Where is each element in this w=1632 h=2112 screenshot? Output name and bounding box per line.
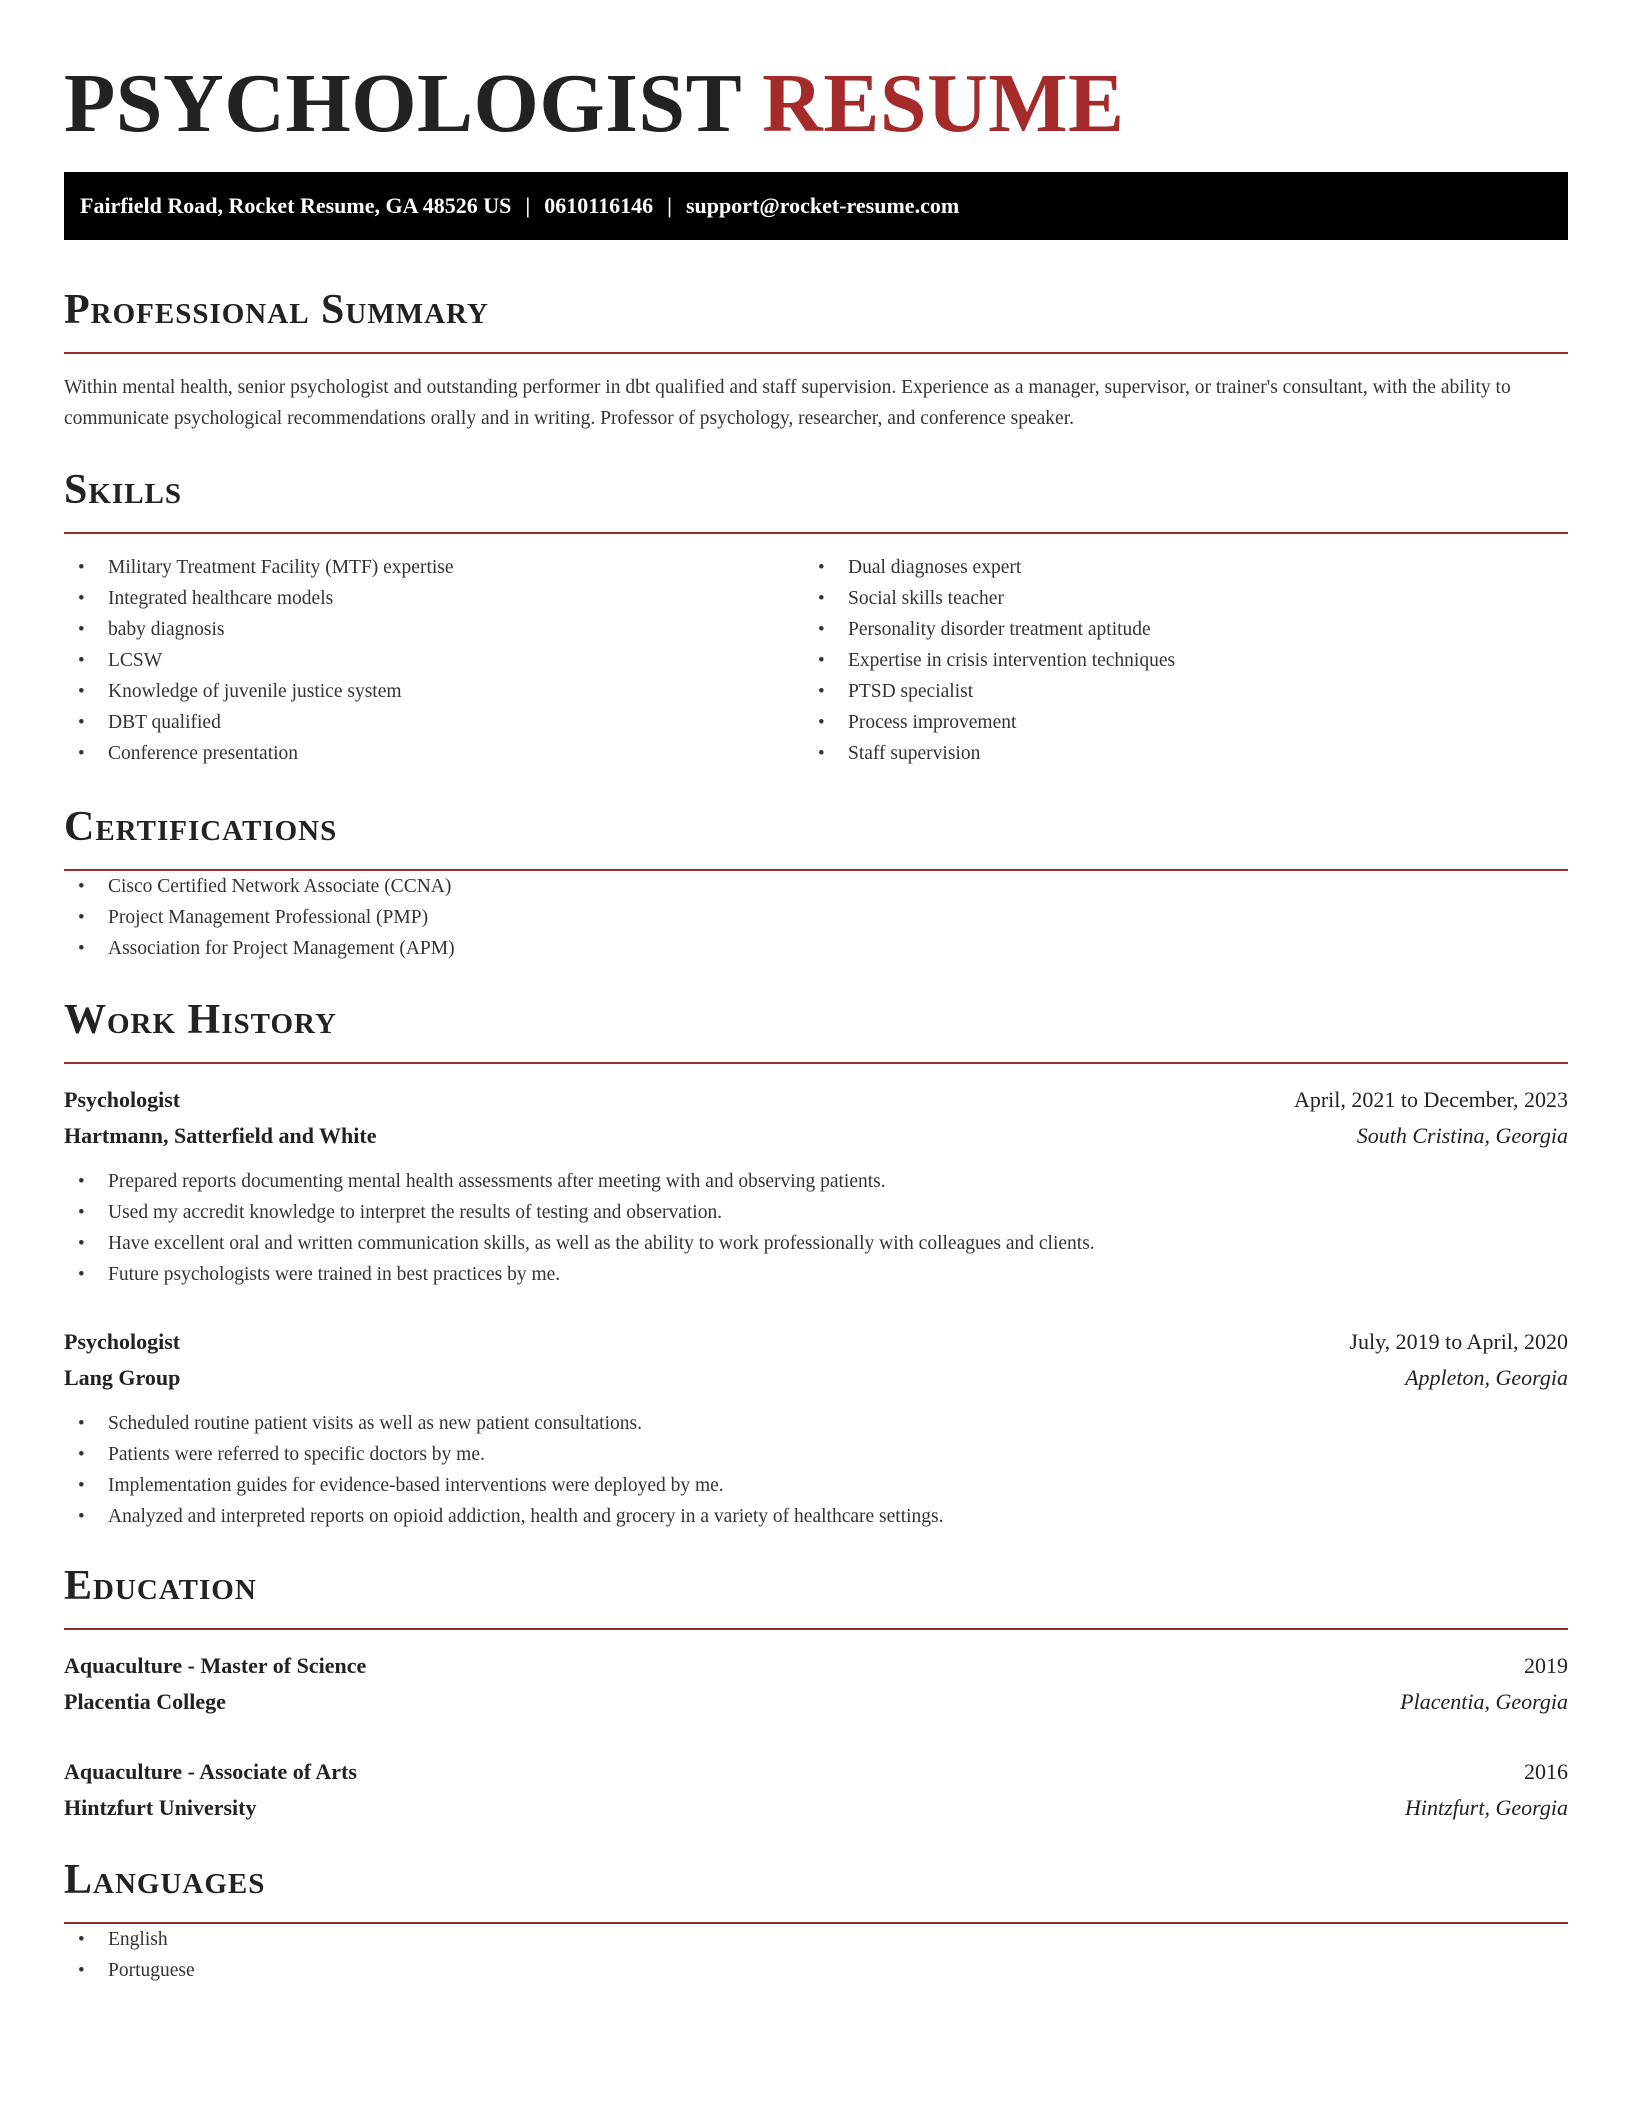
skill-label: Integrated healthcare models <box>108 588 334 609</box>
bullet-icon: • <box>818 650 825 671</box>
bullet-icon: • <box>818 681 825 702</box>
school-name: Hintzfurt University <box>64 1795 257 1820</box>
skill-item <box>804 676 1544 707</box>
bullet-icon: • <box>78 619 85 640</box>
certification-label: Project Management Professional (PMP) <box>108 907 429 928</box>
bullet-icon: • <box>78 743 85 764</box>
job-dates: April, 2021 to December, 2023 <box>1293 1087 1568 1112</box>
language-item <box>64 1955 1568 1986</box>
skills-grid <box>64 552 1568 769</box>
skill-label: baby diagnosis <box>108 619 225 640</box>
skill-label: DBT qualified <box>108 712 221 733</box>
school-row <box>64 1790 1568 1826</box>
degree-year: 2016 <box>1524 1759 1568 1784</box>
languages-section <box>64 1854 1568 1986</box>
skill-item <box>64 614 804 645</box>
job-bullet-item <box>64 1501 1568 1532</box>
job-bullet-item <box>64 1439 1568 1470</box>
skills-list-right <box>804 552 1544 769</box>
job-location: South Cristina, Georgia <box>1356 1123 1568 1148</box>
job-location: Appleton, Georgia <box>1405 1365 1568 1390</box>
bullet-icon: • <box>818 619 825 640</box>
job-bullets <box>64 1166 1568 1290</box>
bullet-icon: • <box>78 1202 85 1223</box>
certifications-section <box>64 801 1568 964</box>
bullet-icon: • <box>78 907 85 928</box>
skill-item <box>64 676 804 707</box>
skill-label: Knowledge of juvenile justice system <box>108 681 402 702</box>
school-row <box>64 1684 1568 1720</box>
degree-year: 2019 <box>1524 1653 1568 1678</box>
resume-page <box>64 0 1568 1986</box>
contact-separator: | <box>667 193 672 218</box>
bullet-icon: • <box>78 1506 85 1527</box>
skill-item <box>804 645 1544 676</box>
section-heading-education: Education <box>64 1560 1568 1630</box>
skill-item <box>64 552 804 583</box>
bullet-icon: • <box>78 1444 85 1465</box>
job-entry <box>64 1324 1568 1532</box>
skill-label: LCSW <box>108 650 163 671</box>
job-title: Psychologist <box>64 1087 181 1112</box>
job-bullet-text: Used my accredit knowledge to interpret the results of testing and observation. <box>108 1202 723 1223</box>
skill-item <box>804 552 1544 583</box>
job-company-row <box>64 1360 1568 1396</box>
bullet-icon: • <box>78 1960 85 1981</box>
bullet-icon: • <box>78 938 85 959</box>
certification-item <box>64 902 1568 933</box>
skill-label: Dual diagnoses expert <box>848 557 1022 578</box>
certification-label: Association for Project Management (APM) <box>108 938 455 959</box>
job-bullet-item <box>64 1197 1568 1228</box>
title-psychologist: PSYCHOLOGIST <box>64 57 741 150</box>
certification-label: Cisco Certified Network Associate (CCNA) <box>108 876 452 897</box>
skill-label: Conference presentation <box>108 743 299 764</box>
education-entry <box>64 1754 1568 1826</box>
job-bullet-item <box>64 1166 1568 1197</box>
skill-item <box>804 614 1544 645</box>
education-entry <box>64 1648 1568 1720</box>
skill-item <box>64 738 804 769</box>
job-bullet-text: Implementation guides for evidence-based interventions were deployed by me. <box>108 1475 724 1496</box>
skill-item <box>804 707 1544 738</box>
education-section <box>64 1560 1568 1826</box>
bullet-icon: • <box>78 1475 85 1496</box>
job-bullets <box>64 1408 1568 1532</box>
title-resume: RESUME <box>762 57 1125 150</box>
job-bullet-text: Future psychologists were trained in best practices by me. <box>108 1264 561 1285</box>
professional-summary-section <box>64 284 1568 434</box>
job-bullet-text: Scheduled routine patient visits as well as new patient consultations. <box>108 1413 642 1434</box>
skills-list-left <box>64 552 804 769</box>
school-name: Placentia College <box>64 1689 226 1714</box>
job-title-row <box>64 1082 1568 1118</box>
language-item <box>64 1924 1568 1955</box>
skill-label: Social skills teacher <box>848 588 1004 609</box>
job-company: Hartmann, Satterfield and White <box>64 1123 377 1148</box>
bullet-icon: • <box>78 1233 85 1254</box>
school-location: Hintzfurt, Georgia <box>1405 1795 1568 1820</box>
bullet-icon: • <box>78 1929 85 1950</box>
certifications-list <box>64 871 1568 964</box>
section-heading-skills: Skills <box>64 464 1568 534</box>
section-heading-summary: Professional Summary <box>64 284 1568 354</box>
summary-text: Within mental health, senior psychologist and outstanding performer in dbt qualified and staff supervision. Experience as a manager, supervisor, or trainer's consultant, with the ability to communicate psychological recommendations orally and in writing. Professor of psychology, researcher, and conference speaker. <box>64 377 1511 429</box>
school-location: Placentia, Georgia <box>1400 1689 1568 1714</box>
skill-label: PTSD specialist <box>848 681 974 702</box>
bullet-icon: • <box>78 557 85 578</box>
section-heading-languages: Languages <box>64 1854 1568 1924</box>
degree-row <box>64 1648 1568 1684</box>
bullet-icon: • <box>818 588 825 609</box>
job-bullet-item <box>64 1470 1568 1501</box>
contact-phone: 0610116146 <box>544 193 654 218</box>
job-company: Lang Group <box>64 1365 181 1390</box>
bullet-icon: • <box>818 743 825 764</box>
contact-email: support@rocket-resume.com <box>685 193 960 218</box>
bullet-icon: • <box>78 681 85 702</box>
languages-list <box>64 1924 1568 1986</box>
bullet-icon: • <box>78 1413 85 1434</box>
contact-bar <box>64 172 1568 240</box>
job-bullet-item <box>64 1408 1568 1439</box>
bullet-icon: • <box>78 1264 85 1285</box>
bullet-icon: • <box>78 876 85 897</box>
skill-item <box>804 738 1544 769</box>
job-title: Psychologist <box>64 1329 181 1354</box>
degree-name: Aquaculture - Master of Science <box>64 1653 367 1678</box>
skill-item <box>804 583 1544 614</box>
bullet-icon: • <box>818 557 825 578</box>
bullet-icon: • <box>818 712 825 733</box>
skill-label: Process improvement <box>848 712 1017 733</box>
contact-address: Fairfield Road, Rocket Resume, GA 48526 US <box>80 193 512 218</box>
job-entry <box>64 1082 1568 1290</box>
bullet-icon: • <box>78 650 85 671</box>
job-bullet-item <box>64 1228 1568 1259</box>
job-bullet-text: Analyzed and interpreted reports on opioid addiction, health and grocery in a variety of healthcare settings. <box>108 1506 944 1527</box>
job-bullet-text: Prepared reports documenting mental health assessments after meeting with and observing patients. <box>108 1171 886 1192</box>
skills-column-left <box>64 552 804 769</box>
job-company-row <box>64 1118 1568 1154</box>
work-history-section <box>64 994 1568 1532</box>
job-dates: July, 2019 to April, 2020 <box>1349 1329 1568 1354</box>
resume-title <box>64 0 1568 156</box>
skill-label: Personality disorder treatment aptitude <box>848 619 1151 640</box>
skill-item <box>64 645 804 676</box>
certification-item <box>64 871 1568 902</box>
contact-separator: | <box>525 193 531 218</box>
skill-label: Expertise in crisis intervention techniques <box>848 650 1176 671</box>
skill-item <box>64 583 804 614</box>
bullet-icon: • <box>78 588 85 609</box>
bullet-icon: • <box>78 1171 85 1192</box>
bullet-icon: • <box>78 712 85 733</box>
skill-label: Staff supervision <box>848 743 981 764</box>
language-label: Portuguese <box>108 1960 195 1981</box>
skill-label: Military Treatment Facility (MTF) expertise <box>108 557 454 578</box>
job-bullet-item <box>64 1259 1568 1290</box>
job-bullet-text: Have excellent oral and written communication skills, as well as the ability to work professionally with colleagues and clients. <box>108 1233 1095 1254</box>
language-label: English <box>108 1929 168 1950</box>
section-heading-work-history: Work History <box>64 994 1568 1064</box>
degree-row <box>64 1754 1568 1790</box>
skills-section <box>64 464 1568 769</box>
section-heading-certifications: Certifications <box>64 801 1568 871</box>
certification-item <box>64 933 1568 964</box>
skill-item <box>64 707 804 738</box>
job-title-row <box>64 1324 1568 1360</box>
degree-name: Aquaculture - Associate of Arts <box>64 1759 357 1784</box>
job-bullet-text: Patients were referred to specific doctors by me. <box>108 1444 485 1465</box>
skills-column-right <box>804 552 1544 769</box>
